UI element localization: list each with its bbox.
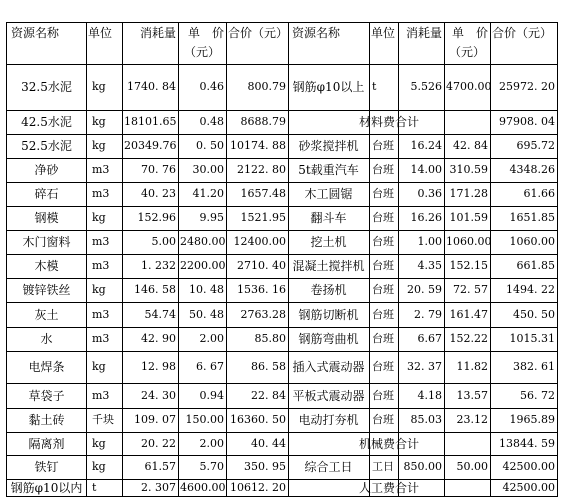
left-qty-cell: 146. 58 bbox=[134, 283, 176, 296]
right-unit-cell: 台班 bbox=[372, 259, 394, 272]
row-divider bbox=[7, 230, 557, 231]
row-divider bbox=[7, 110, 557, 111]
left-price-cell: 0.48 bbox=[199, 115, 224, 128]
right-total-cell: 1651.85 bbox=[509, 211, 555, 224]
right-unit-cell: 台班 bbox=[372, 360, 394, 373]
row-divider bbox=[7, 455, 557, 456]
left-total-cell: 2710. 40 bbox=[237, 259, 286, 272]
row-divider bbox=[7, 479, 557, 480]
row-divider bbox=[7, 64, 557, 65]
left-unit-cell: kg bbox=[92, 139, 106, 152]
left-price-cell: 6. 67 bbox=[196, 360, 224, 373]
left-unit-cell: m3 bbox=[92, 389, 110, 402]
right-total-cell: 661.85 bbox=[516, 259, 555, 272]
left-unit-cell: m3 bbox=[92, 163, 110, 176]
right-unit-cell: 台班 bbox=[372, 211, 394, 224]
left-qty-cell: 109. 07 bbox=[134, 413, 176, 426]
column-divider bbox=[369, 23, 370, 496]
right-qty-cell: 2. 79 bbox=[414, 308, 442, 321]
right-price-cell: 171.28 bbox=[449, 187, 488, 200]
right-price-cell: 310.59 bbox=[449, 163, 488, 176]
left-name-cell: 镀锌铁丝 bbox=[22, 283, 71, 297]
left-qty-cell: 40. 23 bbox=[141, 187, 176, 200]
right-name-cell: 挖土机 bbox=[310, 235, 347, 249]
right-total-cell: 1015.31 bbox=[509, 332, 555, 345]
right-total-cell: 4348.26 bbox=[509, 163, 555, 176]
left-name-cell: 木模 bbox=[34, 259, 59, 273]
right-name-cell: 插入式震动器 bbox=[292, 360, 365, 374]
left-unit-cell: 千块 bbox=[92, 413, 114, 426]
right-total-cell: 61.66 bbox=[523, 187, 555, 200]
header-unit-right: 单位 bbox=[371, 26, 396, 40]
left-unit-cell: kg bbox=[92, 283, 106, 296]
left-unit-cell: m3 bbox=[92, 332, 110, 345]
left-name-cell: 木门窗料 bbox=[22, 235, 71, 249]
left-name-cell: 52.5水泥 bbox=[21, 139, 72, 153]
right-summary-label: 机械费合计 bbox=[358, 437, 419, 451]
left-name-cell: 水 bbox=[40, 332, 53, 346]
header-price-right: 单 价 bbox=[451, 26, 488, 40]
row-divider bbox=[7, 351, 557, 352]
right-total-cell: 450. 50 bbox=[513, 308, 555, 321]
right-unit-cell: 台班 bbox=[372, 139, 394, 152]
left-price-cell: 41.20 bbox=[192, 187, 224, 200]
right-unit-cell: 台班 bbox=[372, 235, 394, 248]
right-name-cell: 木工圆锯 bbox=[304, 187, 353, 201]
right-unit-cell: 台班 bbox=[372, 163, 394, 176]
right-unit-cell: 台班 bbox=[372, 187, 394, 200]
right-price-cell: 23.12 bbox=[456, 413, 488, 426]
right-name-cell: 钢筋切断机 bbox=[298, 308, 359, 322]
right-total-cell: 1494. 22 bbox=[506, 283, 555, 296]
left-qty-cell: 1740. 84 bbox=[127, 80, 176, 93]
right-qty-cell: 20. 59 bbox=[407, 283, 442, 296]
left-qty-cell: 54.74 bbox=[144, 308, 176, 321]
column-divider bbox=[178, 23, 179, 496]
right-qty-cell: 16.26 bbox=[410, 211, 442, 224]
left-total-cell: 350. 95 bbox=[244, 460, 286, 473]
left-price-cell: 0.94 bbox=[199, 389, 224, 402]
right-summary-label: 人工费合计 bbox=[358, 481, 419, 495]
right-total-cell: 97908. 04 bbox=[499, 115, 555, 128]
left-unit-cell: m3 bbox=[92, 187, 110, 200]
left-total-cell: 40. 44 bbox=[251, 437, 286, 450]
left-name-cell: 净砂 bbox=[34, 163, 59, 177]
right-price-cell: 11.82 bbox=[456, 360, 488, 373]
right-name-cell: 砂浆搅拌机 bbox=[298, 139, 359, 153]
left-qty-cell: 70. 76 bbox=[141, 163, 176, 176]
right-total-cell: 1060.00 bbox=[509, 235, 555, 248]
right-price-cell: 72. 57 bbox=[453, 283, 488, 296]
left-price-cell: 0.46 bbox=[199, 80, 224, 93]
column-divider bbox=[398, 23, 399, 496]
left-qty-cell: 20349.76 bbox=[124, 139, 177, 152]
left-price-cell: 4600.00 bbox=[180, 481, 226, 494]
right-qty-cell: 4.18 bbox=[417, 389, 442, 402]
left-name-cell: 灰土 bbox=[34, 308, 59, 322]
right-total-cell: 695.72 bbox=[516, 139, 555, 152]
left-qty-cell: 5.00 bbox=[151, 235, 176, 248]
column-divider bbox=[226, 23, 227, 496]
right-qty-cell: 4.35 bbox=[417, 259, 442, 272]
left-qty-cell: 152.96 bbox=[137, 211, 176, 224]
right-price-cell: 50.00 bbox=[456, 460, 488, 473]
left-price-cell: 2.00 bbox=[199, 437, 224, 450]
left-name-cell: 草袋子 bbox=[28, 389, 65, 403]
left-price-cell: 10. 48 bbox=[189, 283, 224, 296]
header-qty-right: 消耗量 bbox=[405, 26, 442, 40]
left-total-cell: 10612. 20 bbox=[230, 481, 286, 494]
row-divider bbox=[7, 383, 557, 384]
left-price-cell: 2200.00 bbox=[180, 259, 226, 272]
left-total-cell: 1657.48 bbox=[240, 187, 286, 200]
row-divider bbox=[7, 254, 557, 255]
left-total-cell: 22. 84 bbox=[251, 389, 286, 402]
right-name-cell: 电动打夯机 bbox=[298, 413, 359, 427]
right-total-cell: 42500.00 bbox=[502, 460, 555, 473]
left-qty-cell: 61.57 bbox=[144, 460, 176, 473]
left-unit-cell: m3 bbox=[92, 235, 110, 248]
left-unit-cell: kg bbox=[92, 437, 106, 450]
header-qty-left: 消耗量 bbox=[139, 26, 176, 40]
left-total-cell: 85.80 bbox=[254, 332, 286, 345]
left-total-cell: 86. 58 bbox=[251, 360, 286, 373]
left-total-cell: 8688.79 bbox=[240, 115, 286, 128]
header-unit-left: 单位 bbox=[88, 26, 113, 40]
column-divider bbox=[444, 23, 445, 496]
left-total-cell: 10174. 88 bbox=[230, 139, 286, 152]
right-qty-cell: 1.00 bbox=[417, 235, 442, 248]
row-divider bbox=[7, 278, 557, 279]
row-divider bbox=[7, 206, 557, 207]
left-name-cell: 钢筋φ10以内 bbox=[10, 481, 83, 495]
right-name-cell: 钢筋弯曲机 bbox=[298, 332, 359, 346]
right-unit-cell: 台班 bbox=[372, 332, 394, 345]
cost-table bbox=[6, 22, 558, 497]
right-name-cell: 混凝土搅拌机 bbox=[292, 259, 365, 273]
column-divider bbox=[86, 23, 87, 496]
right-unit-cell: t bbox=[372, 80, 377, 93]
left-qty-cell: 20. 22 bbox=[141, 437, 176, 450]
row-divider bbox=[7, 182, 557, 183]
header-name-left: 资源名称 bbox=[11, 26, 60, 40]
right-unit-cell: 工日 bbox=[372, 460, 394, 473]
right-name-cell: 5t载重汽车 bbox=[298, 163, 359, 177]
left-price-cell: 30.00 bbox=[192, 163, 224, 176]
right-unit-cell: 台班 bbox=[372, 308, 394, 321]
left-total-cell: 1536. 16 bbox=[237, 283, 286, 296]
right-price-cell: 13.57 bbox=[456, 389, 488, 402]
left-price-cell: 150.00 bbox=[185, 413, 224, 426]
left-unit-cell: t bbox=[92, 481, 97, 494]
right-qty-cell: 6.67 bbox=[417, 332, 442, 345]
left-name-cell: 铁钉 bbox=[34, 460, 59, 474]
right-qty-cell: 5.526 bbox=[410, 80, 442, 93]
left-name-cell: 隔离剂 bbox=[28, 437, 65, 451]
left-unit-cell: m3 bbox=[92, 259, 110, 272]
left-total-cell: 800.79 bbox=[247, 80, 286, 93]
left-unit-cell: kg bbox=[92, 360, 106, 373]
left-price-cell: 9.95 bbox=[199, 211, 224, 224]
right-price-cell: 101.59 bbox=[449, 211, 488, 224]
table-title-bar bbox=[0, 0, 562, 22]
left-price-cell: 0. 50 bbox=[196, 139, 224, 152]
left-total-cell: 16360. 50 bbox=[230, 413, 286, 426]
right-unit-cell: 台班 bbox=[372, 283, 394, 296]
right-price-cell: 42. 84 bbox=[453, 139, 488, 152]
left-total-cell: 2763.28 bbox=[240, 308, 286, 321]
right-total-cell: 13844. 59 bbox=[499, 437, 555, 450]
right-total-cell: 25972. 20 bbox=[499, 80, 555, 93]
left-qty-cell: 12. 98 bbox=[141, 360, 176, 373]
left-unit-cell: kg bbox=[92, 211, 106, 224]
right-total-cell: 382. 61 bbox=[513, 360, 555, 373]
right-total-cell: 56. 72 bbox=[520, 389, 555, 402]
row-divider bbox=[7, 432, 557, 433]
left-qty-cell: 2. 307 bbox=[141, 481, 176, 494]
right-qty-cell: 85.03 bbox=[410, 413, 442, 426]
right-unit-cell: 台班 bbox=[372, 413, 394, 426]
right-qty-cell: 32. 37 bbox=[407, 360, 442, 373]
right-total-cell: 1965.89 bbox=[509, 413, 555, 426]
right-qty-cell: 0.36 bbox=[417, 187, 442, 200]
right-name-cell: 翻斗车 bbox=[310, 211, 347, 225]
row-divider bbox=[7, 158, 557, 159]
left-name-cell: 碎石 bbox=[34, 187, 59, 201]
row-divider bbox=[7, 408, 557, 409]
left-name-cell: 32.5水泥 bbox=[21, 80, 72, 94]
right-qty-cell: 16.24 bbox=[410, 139, 442, 152]
row-divider bbox=[7, 134, 557, 135]
right-price-cell: 161.47 bbox=[449, 308, 488, 321]
left-price-cell: 2480.00 bbox=[180, 235, 226, 248]
left-unit-cell: m3 bbox=[92, 308, 110, 321]
right-price-cell: 1060.00 bbox=[446, 235, 492, 248]
right-price-cell: 152.15 bbox=[449, 259, 488, 272]
left-qty-cell: 42. 90 bbox=[141, 332, 176, 345]
right-name-cell: 平板式震动器 bbox=[292, 389, 365, 403]
header-total-right: 合价（元） bbox=[492, 26, 553, 40]
header-price-left: 单 价 bbox=[187, 26, 224, 40]
column-divider bbox=[122, 23, 123, 496]
row-divider bbox=[7, 327, 557, 328]
right-price-cell: 4700.00 bbox=[446, 80, 492, 93]
left-total-cell: 1521.95 bbox=[240, 211, 286, 224]
left-qty-cell: 18101.65 bbox=[124, 115, 177, 128]
left-name-cell: 电焊条 bbox=[28, 360, 65, 374]
header-price-unit-right: （元） bbox=[448, 45, 485, 59]
right-name-cell: 钢筋φ10以上 bbox=[292, 80, 365, 94]
header-total-left: 合价（元） bbox=[228, 26, 289, 40]
right-qty-cell: 14.00 bbox=[410, 163, 442, 176]
right-qty-cell: 850.00 bbox=[403, 460, 442, 473]
left-unit-cell: kg bbox=[92, 80, 106, 93]
right-name-cell: 综合工日 bbox=[304, 460, 353, 474]
right-unit-cell: 台班 bbox=[372, 389, 394, 402]
left-price-cell: 2.00 bbox=[199, 332, 224, 345]
left-total-cell: 2122. 80 bbox=[237, 163, 286, 176]
header-price-unit-left: （元） bbox=[183, 45, 220, 59]
left-qty-cell: 24. 30 bbox=[141, 389, 176, 402]
right-summary-label: 材料费合计 bbox=[358, 115, 419, 129]
left-total-cell: 12400.00 bbox=[233, 235, 286, 248]
left-price-cell: 5.70 bbox=[199, 460, 224, 473]
left-name-cell: 钢模 bbox=[34, 211, 59, 225]
row-divider bbox=[7, 302, 557, 303]
left-name-cell: 42.5水泥 bbox=[21, 115, 72, 129]
left-unit-cell: kg bbox=[92, 115, 106, 128]
left-name-cell: 黏土砖 bbox=[28, 413, 65, 427]
left-qty-cell: 1. 232 bbox=[141, 259, 176, 272]
left-unit-cell: kg bbox=[92, 460, 106, 473]
right-price-cell: 152.22 bbox=[449, 332, 488, 345]
column-divider bbox=[490, 23, 491, 496]
left-price-cell: 50. 48 bbox=[189, 308, 224, 321]
column-divider bbox=[288, 23, 289, 496]
right-name-cell: 卷扬机 bbox=[310, 283, 347, 297]
header-name-right: 资源名称 bbox=[292, 26, 341, 40]
right-total-cell: 42500.00 bbox=[502, 481, 555, 494]
